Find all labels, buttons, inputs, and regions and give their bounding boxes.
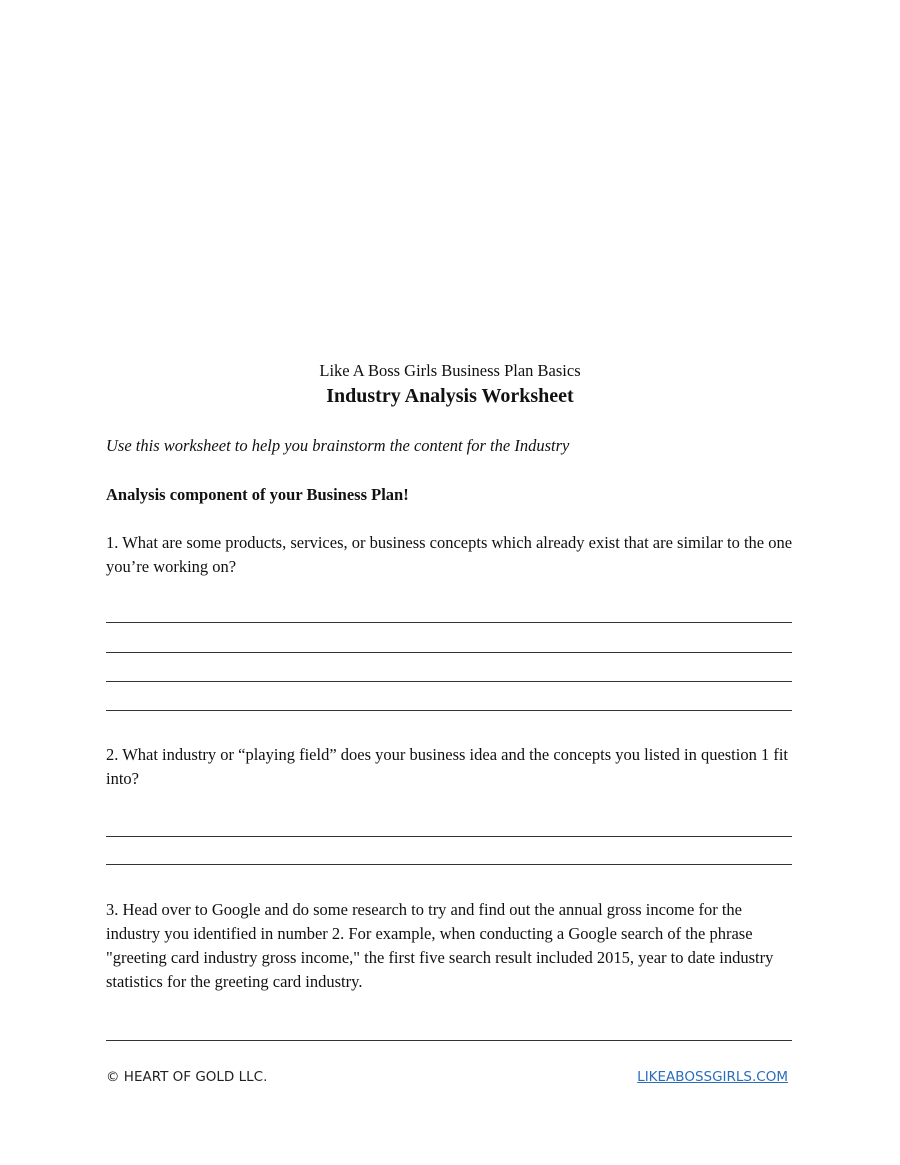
answer-line-q3-1[interactable] [106,1040,792,1041]
question-3: 3. Head over to Google and do some research to try and find out the annual gross income for the industry you identified in number 2. For example, when conducting a Google search of the phrase "greeting card industry gross income," the first five search result included 2015, year to date industry statistics for the greeting card industry. [106,900,774,991]
document-subtitle: Like A Boss Girls Business Plan Basics [319,361,581,380]
answer-line-q1-3[interactable] [106,681,792,682]
answer-line-q1-1[interactable] [106,622,792,623]
document-title: Industry Analysis Worksheet [326,385,574,407]
answer-line-q1-2[interactable] [106,652,792,653]
answer-line-q2-2[interactable] [106,864,792,865]
question-2: 2. What industry or “playing field” does your business idea and the concepts you listed in question 1 fit into? [106,745,789,788]
question-1: 1. What are some products, services, or business concepts which already exist that are similar to the one you’re working on? [106,533,793,576]
answer-line-q1-4[interactable] [106,710,792,711]
analysis-heading: Analysis component of your Business Plan! [106,485,409,504]
answer-line-q2-1[interactable] [106,836,792,837]
intro-text: Use this worksheet to help you brainstorm the content for the Industry [106,436,570,455]
copyright-text: © HEART OF GOLD LLC. [106,1069,268,1085]
website-link[interactable]: LIKEABOSSGIRLS.COM [637,1069,788,1085]
